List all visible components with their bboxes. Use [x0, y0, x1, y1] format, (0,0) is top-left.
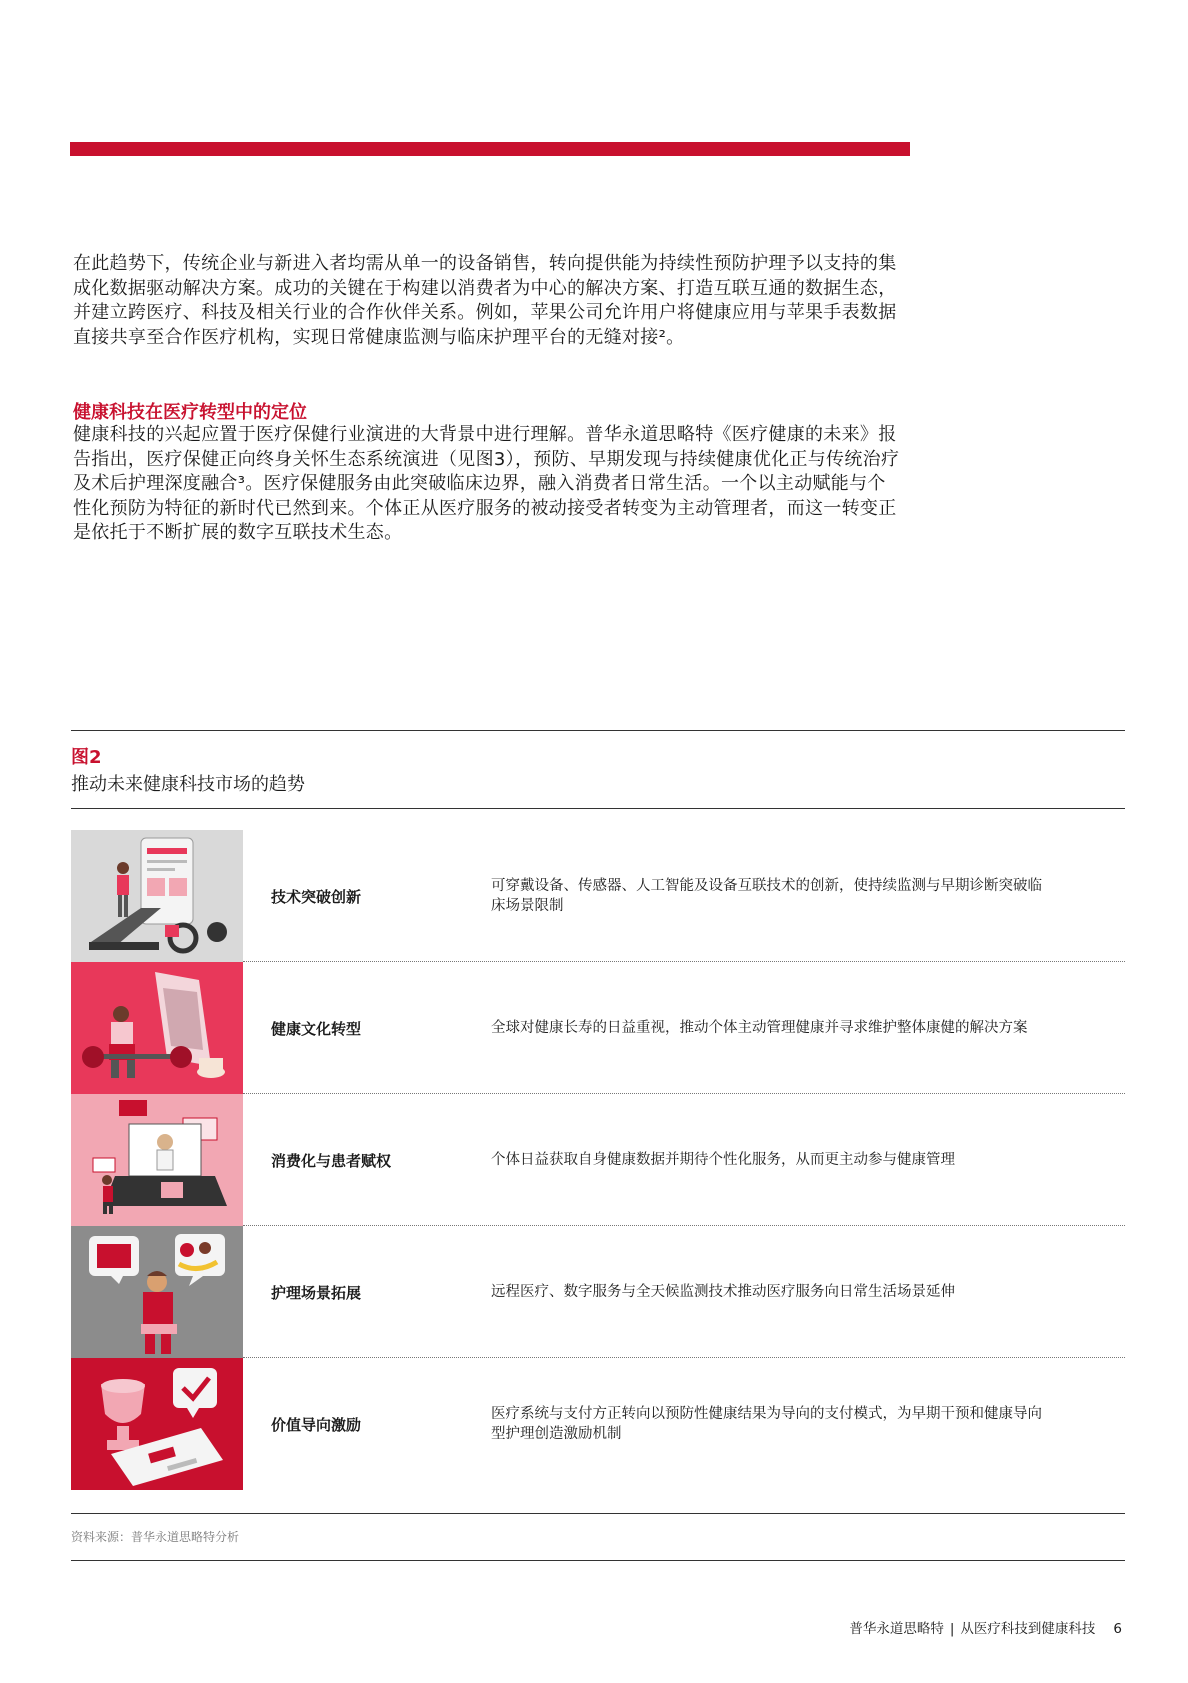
page-footer: [849, 1617, 1122, 1637]
patient-empowerment-illustration: [71, 1094, 243, 1226]
body-paragraph-1: 在此趋势下，传统企业与新进入者均需从单一的设备销售，转向提供能为持续性预防护理予以支持的集成化数据驱动解决方案。成功的关键在于构建以消费者为中心的解决方案、打造互联互通的数据生态，并建立跨医疗、科技及相关行业的合作伙伴关系。例如，苹果公司允许用户将健康应用与苹果手表数据直接共享至合作医疗机构，实现日常健康监测与临床护理平台的无缝对接²。: [73, 253, 897, 348]
body-paragraph-2: 健康科技的兴起应置于医疗保健行业演进的大背景中进行理解。普华永道思略特《医疗健康的未来》报告指出，医疗保健正向终身关怀生态系统演进（见图3），预防、早期发现与持续健康优化正与传统治疗及术后护理深度融合³。医疗保健服务由此突破临床边界，融入消费者日常生活。一个以主动赋能与个性化预防为特征的新时代已然到来。个体正从医疗服务的被动接受者转变为主动管理者，而这一转变正是依托于不断扩展的数字互联技术生态。: [73, 424, 900, 543]
trend-row: [71, 1094, 1125, 1226]
trend-title: 护理场景拓展: [271, 1283, 362, 1302]
wellness-culture-illustration: [71, 962, 243, 1094]
trend-row: [71, 1226, 1125, 1358]
trend-description: 医疗系统与支付方正转向以预防性健康结果为导向的支付模式，为早期干预和健康导向型护理创造激励机制: [491, 1406, 1042, 1442]
source-rule: [71, 1560, 1125, 1561]
trend-table: [71, 830, 1125, 1490]
trend-title: 健康文化转型: [271, 1019, 362, 1038]
trend-description: 个体日益获取自身健康数据并期待个性化服务，从而更主动参与健康管理: [491, 1152, 955, 1168]
page-number: 6: [1113, 1621, 1122, 1637]
trend-row: [71, 962, 1125, 1094]
footer-report-title: 从医疗科技到健康科技: [960, 1621, 1096, 1637]
trend-title: 价值导向激励: [271, 1415, 362, 1434]
trend-description: 远程医疗、数字服务与全天候监测技术推动医疗服务向日常生活场景延伸: [491, 1284, 955, 1300]
figure-title: 推动未来健康科技市场的趋势: [71, 774, 305, 795]
trend-row: [71, 1358, 1125, 1490]
top-accent-bar: [70, 142, 910, 156]
trend-title: 技术突破创新: [271, 887, 362, 906]
figure-title-rule: [71, 808, 1125, 809]
footer-brand: 普华永道思略特: [849, 1621, 944, 1637]
value-incentive-illustration: [71, 1358, 243, 1490]
trend-description: 可穿戴设备、传感器、人工智能及设备互联技术的创新，使持续监测与早期诊断突破临床场景限制: [491, 878, 1042, 914]
section-heading: 健康科技在医疗转型中的定位: [73, 402, 307, 423]
care-setting-illustration: [71, 1226, 243, 1358]
wearable-tech-illustration: [71, 830, 243, 962]
figure-bottom-rule: [71, 1513, 1125, 1514]
footer-separator: |: [949, 1621, 955, 1637]
trend-description: 全球对健康长寿的日益重视，推动个体主动管理健康并寻求维护整体康健的解决方案: [491, 1020, 1028, 1036]
figure-top-rule: [71, 730, 1125, 731]
source-note: 资料来源：普华永道思略特分析: [71, 1530, 240, 1544]
trend-title: 消费化与患者赋权: [271, 1151, 392, 1170]
trend-row: [71, 830, 1125, 962]
figure-label: 图2: [71, 747, 102, 768]
